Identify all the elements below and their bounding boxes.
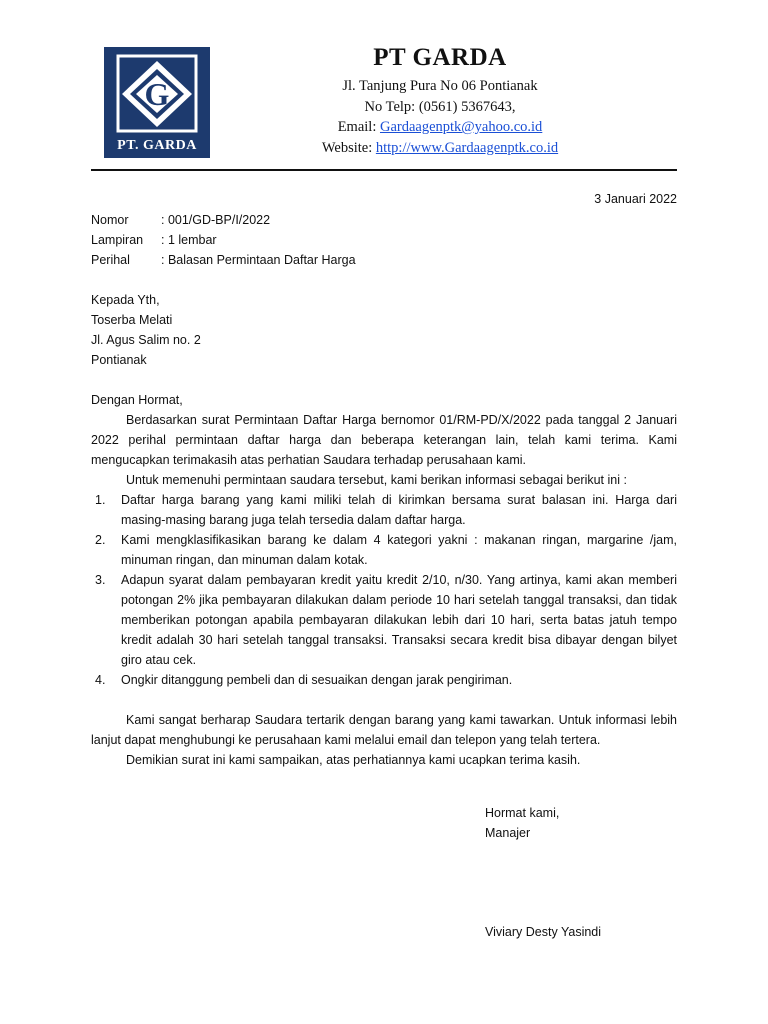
meta-row-lampiran (91, 230, 677, 250)
company-logo (104, 47, 210, 158)
list-text: Ongkir ditanggung pembeli dan di sesuaikan dengan jarak pengiriman. (121, 673, 513, 687)
company-address: Jl. Tanjung Pura No 06 Pontianak (342, 78, 538, 94)
greeting: Dengan Hormat, (91, 393, 183, 407)
closing-regards: Hormat kami, (485, 806, 560, 820)
company-phone: No Telp: (0561) 5367643, (364, 98, 516, 115)
paragraph-2: Untuk memenuhi permintaan saudara tersebut, kami berikan informasi sebagai berikut ini : (126, 473, 627, 487)
meta-value: : 001/GD-BP/I/2022 (161, 213, 271, 227)
letterhead (230, 44, 650, 158)
paragraph-3: Kami sangat berharap Saudara tertarik dengan barang yang kami tawarkan. Untuk informasi lebih lanjut dapat menghubungi ke perusahaan kami melalui email dan telepon yang telah tertera. (91, 713, 677, 747)
meta-row-perihal (91, 250, 677, 270)
paragraph-4: Demikian surat ini kami sampaikan, atas perhatiannya kami ucapkan terima kasih. (126, 753, 581, 767)
meta-row-nomor (91, 210, 677, 230)
closing-title: Manajer (485, 826, 531, 840)
recipient-line: Kepada Yth, (91, 293, 160, 307)
list-number: 4. (95, 673, 106, 687)
list-text: Adapun syarat dalam pembayaran kredit yaitu kredit 2/10, n/30. Yang artinya, kami akan memberi potongan 2% jika pembayaran dilakukan dalam periode 10 hari setelah tanggal transaksi, dan tidak memberikan potongan apabila pembayaran dilakukan lebih dari 10 hari, serta batas jatuh tempo kredit adalah 30 hari setelah tanggal transaksi. Transaksi secara kredit bisa dibayar dengan bilyet giro atau cek. (121, 573, 677, 667)
website-label: Website: (321, 139, 376, 156)
meta-label: Perihal (91, 253, 130, 267)
signatory-name: Viviary Desty Yasindi (485, 925, 602, 939)
meta-value: : Balasan Permintaan Daftar Harga (161, 253, 356, 267)
list-item (91, 490, 677, 530)
list-number: 3. (95, 573, 106, 587)
paragraph-1: Berdasarkan surat Permintaan Daftar Harga bernomor 01/RM-PD/X/2022 pada tanggal 2 Januari 2022 perihal permintaan daftar harga dan beberapa keterangan lain, telah kami terima. Kami mengucapkan terimakasih atas perhatian Saudara terhadap perusahaan kami. (91, 413, 677, 467)
list-text: Daftar harga barang yang kami miliki telah di kirimkan bersama surat balasan ini. Harga dari masing-masing barang juga telah tersedia dalam daftar harga. (121, 493, 677, 527)
letter-date: 3 Januari 2022 (594, 192, 677, 206)
meta-value: : 1 lembar (161, 233, 217, 247)
list-number: 1. (95, 493, 106, 507)
company-name: PT GARDA (373, 44, 507, 71)
website-link[interactable]: http://www.Gardaagenptk.co.id (375, 139, 559, 156)
closing-block (485, 803, 559, 843)
recipient-line: Jl. Agus Salim no. 2 (91, 333, 201, 347)
company-email-line (230, 117, 650, 138)
list-item (91, 530, 677, 570)
meta-label: Lampiran (91, 233, 144, 247)
list-item (91, 670, 677, 690)
list-text: Kami mengklasifikasikan barang ke dalam 4 kategori yakni : makanan ringan, margarine /jam, minuman ringan, dan minuman dalam kotak. (121, 533, 677, 567)
email-link[interactable]: Gardaagenptk@yahoo.co.id (379, 119, 543, 135)
email-label: Email: (337, 119, 380, 135)
logo-text: PT. GARDA (117, 138, 197, 153)
logo-letter: G (144, 76, 170, 112)
info-list (91, 490, 677, 690)
recipient-line: Toserba Melati (91, 313, 173, 327)
company-website-line (230, 138, 650, 159)
letter-body (91, 188, 677, 770)
list-item (91, 570, 677, 670)
list-number: 2. (95, 533, 106, 547)
meta-label: Nomor (91, 213, 129, 227)
header-divider (91, 169, 677, 171)
recipient-line: Pontianak (91, 353, 147, 367)
